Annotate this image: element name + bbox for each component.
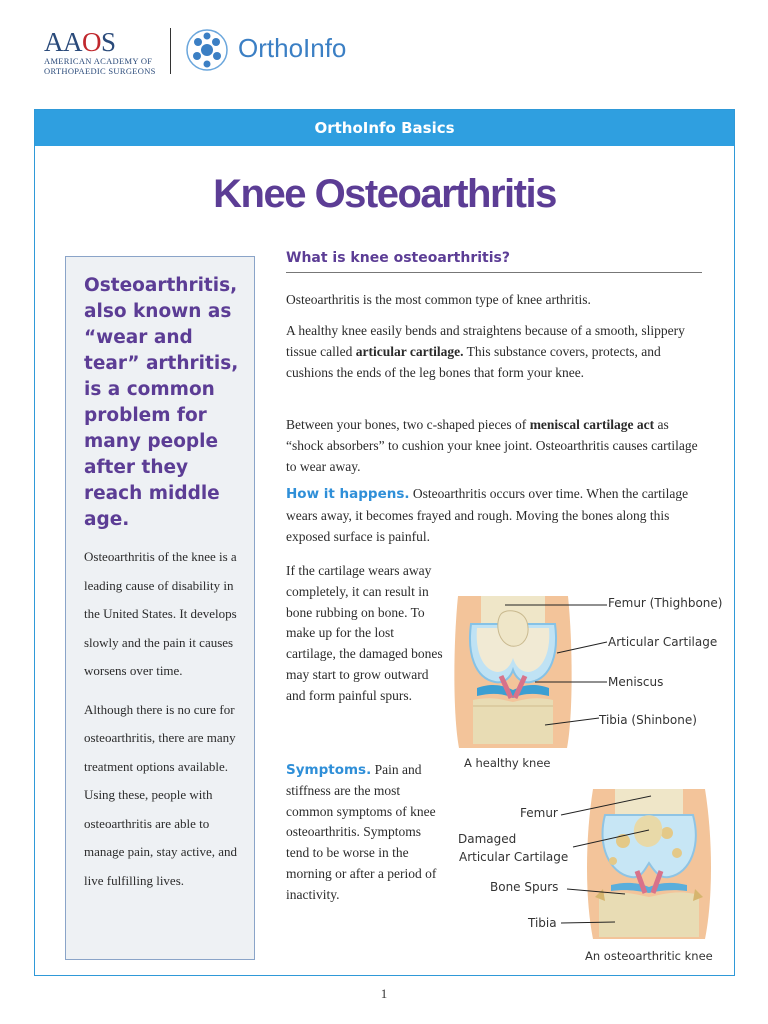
aaos-logo[interactable] (44, 28, 156, 76)
page-title: Knee Osteoarthritis (213, 172, 556, 216)
section-heading: What is knee osteoarthritis? (286, 250, 702, 273)
label-tibia-shinbone: Tibia (Shinbone) (599, 713, 697, 727)
label-damaged-line1: Damaged (458, 832, 517, 846)
aaos-logo-line1: AMERICAN ACADEMY OF (44, 56, 153, 66)
paragraph-how-it-happens-text: Osteoarthritis occurs over time. When the cartilage wears away, it becomes frayed and rough. Moving the bones along this exposed surface is painful. (286, 486, 689, 544)
orthoinfo-wordmark[interactable]: OrthoInfo (238, 33, 347, 63)
paragraph-symptoms-text: Pain and stiffness are the most common symptoms of knee osteoarthritis. Symptoms tend to be worse in the morning or after a period of inactivity. (286, 762, 437, 902)
paragraph-meniscus-text-b: as “shock absorbers” to cushion your knee joint. Osteoarthritis causes cartilage to wear away. (286, 417, 698, 474)
term-meniscal-cartilage: meniscal cartilage act (529, 417, 655, 432)
term-articular-cartilage: articular cartilage. (355, 344, 464, 359)
content-frame (34, 109, 735, 976)
aaos-red-o: O (82, 27, 101, 57)
label-bone-spurs: Bone Spurs (490, 880, 559, 894)
paragraph-healthy-knee-text-a: A healthy knee easily bends and straightens because of a smooth, slippery tissue called (286, 323, 685, 359)
caption-osteoarthritic-knee: An osteoarthritic knee (585, 949, 713, 963)
pull-quote: Osteoarthritis, also known as “wear and tear” arthritis, is a common problem for many people after they reach middle age. (84, 275, 239, 530)
paragraph-meniscus (286, 414, 702, 477)
aaos-logo-letters: AAOS (44, 27, 116, 57)
label-damaged-articular-cartilage: Articular Cartilage (459, 850, 569, 864)
label-femur: Femur (520, 806, 558, 820)
sidebar-box (65, 256, 255, 960)
paragraph-healthy-knee-text-b: This substance covers, protects, and cushions the ends of the leg bones that form your knee. (286, 344, 661, 380)
paragraph-intro: Osteoarthritis is the most common type of knee arthritis. (286, 292, 591, 307)
paragraph-how-it-happens (286, 483, 702, 547)
label-articular-cartilage: Articular Cartilage (608, 635, 718, 649)
label-tibia: Tibia (528, 916, 557, 930)
page-number: 1 (380, 986, 388, 1001)
aaos-logo-line2: ORTHOPAEDIC SURGEONS (44, 66, 156, 76)
healthy-knee-leader-lines (505, 596, 610, 736)
label-meniscus: Meniscus (608, 675, 664, 689)
sidebar-paragraph-2: Although there is no cure for osteoarthritis, there are many treatment options available. Using these, people with osteoarthritis are able to manage pain, stay active, and live fulfilling lives. (84, 701, 238, 888)
label-femur-thighbone: Femur (Thighbone) (608, 596, 723, 610)
orthoinfo-globe-icon[interactable] (185, 28, 229, 72)
paragraph-meniscus-text-a: Between your bones, two c-shaped pieces of (286, 417, 530, 432)
section-banner: OrthoInfo Basics (35, 110, 734, 146)
caption-healthy-knee: A healthy knee (464, 756, 551, 770)
lead-symptoms: Symptoms. (286, 762, 372, 778)
lead-how-it-happens: How it happens. (286, 486, 410, 502)
paragraph-healthy-knee (286, 320, 702, 383)
sidebar-paragraph-1: Osteoarthritis of the knee is a leading cause of disability in the United States. It develops slowly and the pain it causes worsens over time. (84, 549, 237, 678)
logo-divider (170, 28, 171, 74)
paragraph-symptoms (286, 760, 446, 906)
paragraph-bone-spurs: If the cartilage wears away completely, it can result in bone rubbing on bone. To make up for the lost cartilage, the damaged bones may start to grow outward and form painful spurs. (286, 563, 443, 703)
header (0, 0, 768, 100)
